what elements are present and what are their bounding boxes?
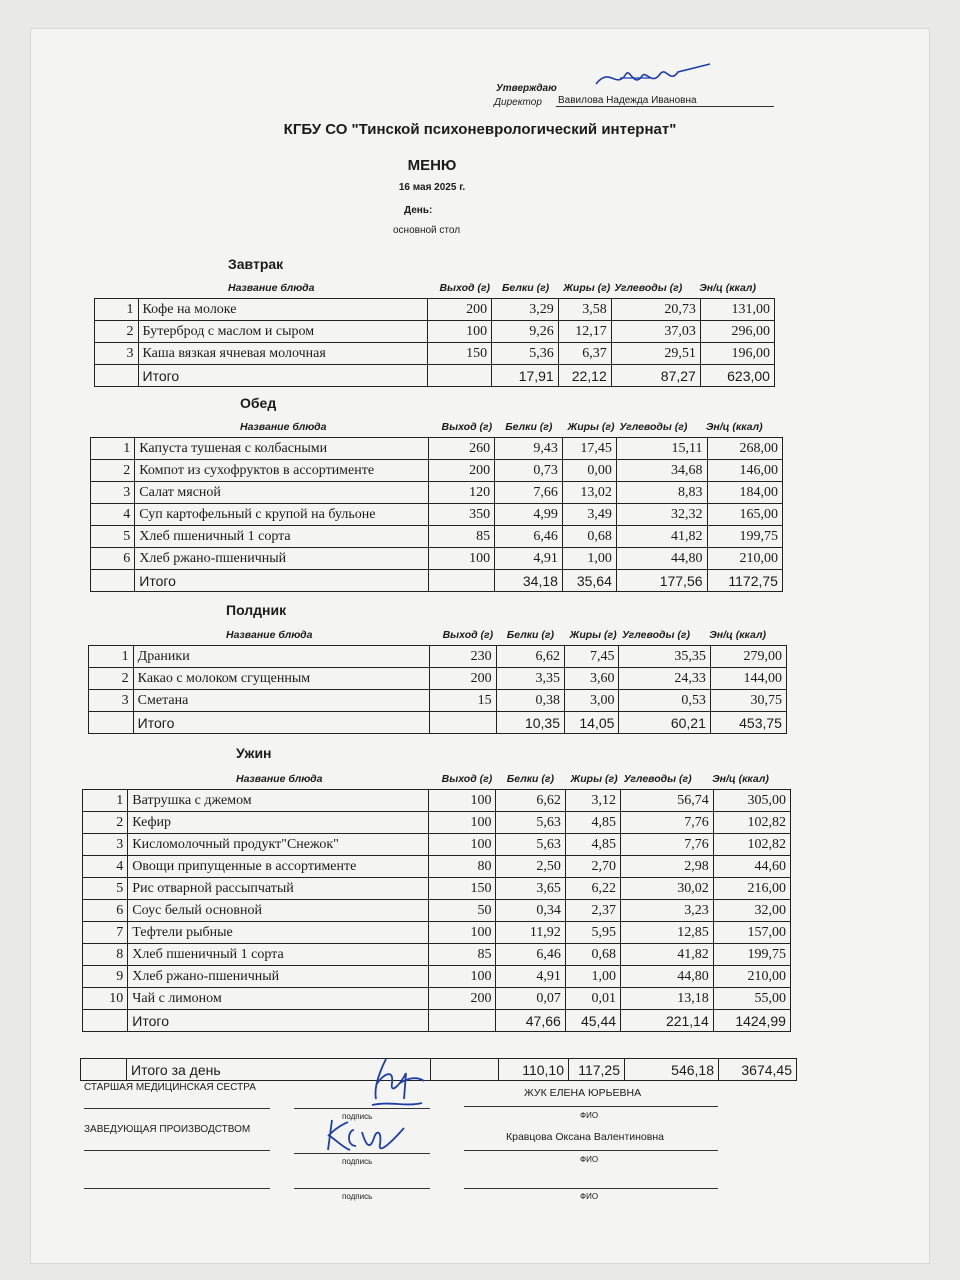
dinner-col-name-header: Название блюда bbox=[236, 773, 323, 785]
day-label: День: bbox=[404, 205, 433, 216]
dish-fat: 2,37 bbox=[565, 900, 620, 922]
dish-carbs: 35,35 bbox=[619, 646, 710, 668]
dish-energy: 165,00 bbox=[707, 504, 782, 526]
snack-col-carbs-header: Углеводы (г) bbox=[621, 629, 690, 641]
dish-energy: 102,82 bbox=[713, 812, 790, 834]
day-total-blank bbox=[81, 1059, 127, 1081]
nurse-name-line bbox=[464, 1106, 718, 1107]
day-total-fat: 117,25 bbox=[569, 1059, 625, 1081]
dish-energy: 144,00 bbox=[710, 668, 786, 690]
breakfast-col-fat-header: Жиры (г) bbox=[563, 282, 611, 294]
nurse-signature-caption: подпись bbox=[342, 1112, 373, 1121]
total-output bbox=[430, 712, 496, 734]
organization-title: КГБУ СО "Тинской психоневрологический интернат" bbox=[283, 121, 677, 138]
dish-carbs: 20,73 bbox=[611, 299, 700, 321]
extra-fio-caption: ФИО bbox=[580, 1192, 599, 1201]
production-name-line bbox=[464, 1150, 718, 1151]
snack-total-row bbox=[89, 712, 787, 734]
dinner-col-carbs-header: Углеводы (г) bbox=[623, 773, 692, 785]
dish-protein: 6,46 bbox=[495, 526, 563, 548]
dish-fat: 3,00 bbox=[565, 690, 619, 712]
row-number: 8 bbox=[83, 944, 128, 966]
dish-fat: 5,95 bbox=[565, 922, 620, 944]
dish-fat: 0,68 bbox=[562, 526, 616, 548]
dish-name: Драники bbox=[133, 646, 430, 668]
total-energy: 623,00 bbox=[700, 365, 774, 387]
table-row bbox=[83, 812, 791, 834]
dinner-total-row bbox=[83, 1010, 791, 1032]
dish-protein: 0,73 bbox=[495, 460, 563, 482]
table-row bbox=[95, 343, 775, 365]
lunch-total-row bbox=[91, 570, 783, 592]
dish-carbs: 37,03 bbox=[611, 321, 700, 343]
table-row bbox=[91, 548, 783, 570]
table-row bbox=[89, 668, 787, 690]
dish-protein: 4,91 bbox=[496, 966, 565, 988]
dish-carbs: 8,83 bbox=[616, 482, 707, 504]
day-total-table bbox=[80, 1058, 797, 1081]
table-row bbox=[83, 966, 791, 988]
dish-energy: 216,00 bbox=[713, 878, 790, 900]
dish-protein: 5,63 bbox=[496, 812, 565, 834]
total-label: Итого bbox=[135, 570, 429, 592]
dish-name: Кофе на молоке bbox=[138, 299, 427, 321]
dish-output: 100 bbox=[429, 966, 496, 988]
dish-output: 150 bbox=[429, 878, 496, 900]
dish-fat: 0,01 bbox=[565, 988, 620, 1010]
row-number: 3 bbox=[83, 834, 128, 856]
row-number: 9 bbox=[83, 966, 128, 988]
row-number: 2 bbox=[91, 460, 135, 482]
table-row bbox=[91, 438, 783, 460]
dish-name: Рис отварной рассыпчатый bbox=[128, 878, 429, 900]
dish-carbs: 34,68 bbox=[616, 460, 707, 482]
day-total-energy: 3674,45 bbox=[719, 1059, 797, 1081]
dish-energy: 199,75 bbox=[713, 944, 790, 966]
dish-output: 100 bbox=[429, 812, 496, 834]
dish-energy: 146,00 bbox=[707, 460, 782, 482]
table-row bbox=[83, 988, 791, 1010]
dish-output: 100 bbox=[429, 922, 496, 944]
production-fio-caption: ФИО bbox=[580, 1155, 599, 1164]
row-number: 10 bbox=[83, 988, 128, 1010]
table-row bbox=[95, 299, 775, 321]
dish-carbs: 29,51 bbox=[611, 343, 700, 365]
dish-output: 85 bbox=[429, 944, 496, 966]
dish-protein: 9,43 bbox=[495, 438, 563, 460]
dish-fat: 1,00 bbox=[565, 966, 620, 988]
dish-energy: 268,00 bbox=[707, 438, 782, 460]
dish-carbs: 2,98 bbox=[621, 856, 714, 878]
dish-name: Кефир bbox=[128, 812, 429, 834]
breakfast-col-output-header: Выход (г) bbox=[439, 282, 490, 294]
dish-output: 100 bbox=[429, 790, 496, 812]
dinner-col-fat-header: Жиры (г) bbox=[570, 773, 618, 785]
dish-protein: 6,62 bbox=[496, 790, 565, 812]
lunch-col-energy-header: Эн/ц (ккал) bbox=[705, 421, 763, 433]
lunch-col-output-header: Выход (г) bbox=[441, 421, 493, 433]
dish-name: Кисломолочный продукт"Снежок" bbox=[128, 834, 429, 856]
dish-output: 200 bbox=[427, 299, 492, 321]
dish-protein: 0,34 bbox=[496, 900, 565, 922]
dish-carbs: 7,76 bbox=[621, 812, 714, 834]
document-title: МЕНЮ bbox=[407, 157, 457, 174]
row-number: 3 bbox=[95, 343, 139, 365]
table-row bbox=[83, 922, 791, 944]
total-output bbox=[429, 1010, 496, 1032]
total-blank bbox=[83, 1010, 128, 1032]
table-row bbox=[83, 856, 791, 878]
table-row bbox=[83, 878, 791, 900]
total-carbs: 60,21 bbox=[619, 712, 710, 734]
dish-energy: 157,00 bbox=[713, 922, 790, 944]
dish-energy: 279,00 bbox=[710, 646, 786, 668]
snack-table bbox=[88, 645, 787, 734]
dish-carbs: 24,33 bbox=[619, 668, 710, 690]
dish-name: Ватрушка с джемом bbox=[128, 790, 429, 812]
total-blank bbox=[89, 712, 134, 734]
row-number: 2 bbox=[95, 321, 139, 343]
dish-carbs: 13,18 bbox=[621, 988, 714, 1010]
dish-fat: 0,68 bbox=[565, 944, 620, 966]
dish-protein: 9,26 bbox=[492, 321, 559, 343]
day-total-row bbox=[81, 1059, 797, 1081]
dish-energy: 44,60 bbox=[713, 856, 790, 878]
row-number: 6 bbox=[83, 900, 128, 922]
dish-carbs: 32,32 bbox=[616, 504, 707, 526]
lunch-col-carbs-header: Углеводы (г) bbox=[619, 421, 688, 433]
director-signature bbox=[590, 60, 720, 96]
snack-col-fat-header: Жиры (г) bbox=[569, 629, 617, 641]
dish-protein: 11,92 bbox=[496, 922, 565, 944]
row-number: 1 bbox=[95, 299, 139, 321]
dish-protein: 4,91 bbox=[495, 548, 563, 570]
total-output bbox=[427, 365, 492, 387]
dish-fat: 1,00 bbox=[562, 548, 616, 570]
dish-output: 230 bbox=[430, 646, 496, 668]
total-carbs: 87,27 bbox=[611, 365, 700, 387]
dish-energy: 184,00 bbox=[707, 482, 782, 504]
total-protein: 17,91 bbox=[492, 365, 559, 387]
dinner-col-output-header: Выход (г) bbox=[441, 773, 493, 785]
dish-protein: 5,36 bbox=[492, 343, 559, 365]
total-carbs: 221,14 bbox=[621, 1010, 714, 1032]
total-fat: 35,64 bbox=[562, 570, 616, 592]
dish-carbs: 44,80 bbox=[621, 966, 714, 988]
total-protein: 10,35 bbox=[496, 712, 564, 734]
row-number: 5 bbox=[83, 878, 128, 900]
table-row bbox=[89, 646, 787, 668]
dinner-title: Ужин bbox=[236, 745, 272, 761]
dish-fat: 6,37 bbox=[558, 343, 611, 365]
table-row bbox=[91, 526, 783, 548]
dish-energy: 210,00 bbox=[707, 548, 782, 570]
row-number: 1 bbox=[91, 438, 135, 460]
row-number: 5 bbox=[91, 526, 135, 548]
total-protein: 47,66 bbox=[496, 1010, 565, 1032]
dish-carbs: 41,82 bbox=[621, 944, 714, 966]
dish-name: Овощи припущенные в ассортименте bbox=[128, 856, 429, 878]
table-row bbox=[83, 790, 791, 812]
row-number: 1 bbox=[89, 646, 134, 668]
lunch-col-protein-header: Белки (г) bbox=[505, 421, 553, 433]
dish-name: Каша вязкая ячневая молочная bbox=[138, 343, 427, 365]
dish-fat: 17,45 bbox=[562, 438, 616, 460]
breakfast-title: Завтрак bbox=[228, 256, 284, 272]
dish-output: 100 bbox=[429, 834, 496, 856]
dish-protein: 3,29 bbox=[492, 299, 559, 321]
dish-energy: 199,75 bbox=[707, 526, 782, 548]
dish-carbs: 30,02 bbox=[621, 878, 714, 900]
dish-output: 50 bbox=[429, 900, 496, 922]
dish-fat: 3,12 bbox=[565, 790, 620, 812]
breakfast-col-energy-header: Эн/ц (ккал) bbox=[699, 282, 756, 294]
lunch-table bbox=[90, 437, 783, 592]
production-handwritten-signature bbox=[322, 1116, 412, 1156]
dish-protein: 0,38 bbox=[496, 690, 564, 712]
dish-protein: 4,99 bbox=[495, 504, 563, 526]
nurse-fio-caption: ФИО bbox=[580, 1111, 599, 1120]
breakfast-col-protein-header: Белки (г) bbox=[502, 282, 550, 294]
total-blank bbox=[91, 570, 135, 592]
row-number: 2 bbox=[89, 668, 134, 690]
dish-carbs: 3,23 bbox=[621, 900, 714, 922]
lunch-title: Обед bbox=[240, 395, 277, 411]
dish-energy: 30,75 bbox=[710, 690, 786, 712]
nurse-position-label: СТАРШАЯ МЕДИЦИНСКАЯ СЕСТРА bbox=[84, 1082, 256, 1093]
dish-output: 120 bbox=[429, 482, 495, 504]
total-label: Итого bbox=[138, 365, 427, 387]
dish-name: Хлеб ржано-пшеничный bbox=[128, 966, 429, 988]
table-row bbox=[91, 482, 783, 504]
total-carbs: 177,56 bbox=[616, 570, 707, 592]
dish-output: 100 bbox=[427, 321, 492, 343]
production-signature-caption: подпись bbox=[342, 1157, 373, 1166]
dish-name: Соус белый основной bbox=[128, 900, 429, 922]
dish-output: 200 bbox=[429, 988, 496, 1010]
row-number: 1 bbox=[83, 790, 128, 812]
breakfast-col-carbs-header: Углеводы (г) bbox=[614, 282, 683, 294]
total-label: Итого bbox=[133, 712, 430, 734]
dish-protein: 3,65 bbox=[496, 878, 565, 900]
dish-energy: 131,00 bbox=[700, 299, 774, 321]
snack-col-protein-header: Белки (г) bbox=[506, 629, 554, 641]
extra-name-line bbox=[464, 1188, 718, 1189]
dish-fat: 12,17 bbox=[558, 321, 611, 343]
row-number: 3 bbox=[91, 482, 135, 504]
table-type: основной стол bbox=[393, 225, 461, 236]
total-fat: 45,44 bbox=[565, 1010, 620, 1032]
snack-col-output-header: Выход (г) bbox=[442, 629, 494, 641]
dish-output: 350 bbox=[429, 504, 495, 526]
row-number: 4 bbox=[83, 856, 128, 878]
dish-fat: 2,70 bbox=[565, 856, 620, 878]
dish-carbs: 15,11 bbox=[616, 438, 707, 460]
dish-carbs: 41,82 bbox=[616, 526, 707, 548]
dish-name: Чай с лимоном bbox=[128, 988, 429, 1010]
dish-output: 200 bbox=[430, 668, 496, 690]
row-number: 2 bbox=[83, 812, 128, 834]
dish-protein: 6,46 bbox=[496, 944, 565, 966]
total-protein: 34,18 bbox=[495, 570, 563, 592]
nurse-name: ЖУК ЕЛЕНА ЮРЬЕВНА bbox=[524, 1087, 642, 1099]
row-number: 3 bbox=[89, 690, 134, 712]
dish-name: Капуста тушеная с колбасными bbox=[135, 438, 429, 460]
production-name: Кравцова Оксана Валентиновна bbox=[506, 1131, 664, 1143]
extra-signature-caption: подпись bbox=[342, 1192, 373, 1201]
row-number: 4 bbox=[91, 504, 135, 526]
dish-fat: 13,02 bbox=[562, 482, 616, 504]
dish-fat: 3,49 bbox=[562, 504, 616, 526]
dinner-col-energy-header: Эн/ц (ккал) bbox=[712, 773, 769, 785]
dish-carbs: 0,53 bbox=[619, 690, 710, 712]
dish-name: Хлеб пшеничный 1 сорта bbox=[135, 526, 429, 548]
dish-energy: 210,00 bbox=[713, 966, 790, 988]
dish-fat: 7,45 bbox=[565, 646, 619, 668]
dish-protein: 0,07 bbox=[496, 988, 565, 1010]
dish-name: Хлеб ржано-пшеничный bbox=[135, 548, 429, 570]
total-energy: 1172,75 bbox=[707, 570, 782, 592]
total-energy: 453,75 bbox=[710, 712, 786, 734]
dish-output: 15 bbox=[430, 690, 496, 712]
dish-energy: 296,00 bbox=[700, 321, 774, 343]
dinner-col-protein-header: Белки (г) bbox=[506, 773, 554, 785]
extra-signature-line bbox=[294, 1188, 430, 1189]
dish-output: 85 bbox=[429, 526, 495, 548]
table-row bbox=[95, 321, 775, 343]
table-row bbox=[83, 834, 791, 856]
dish-name: Бутерброд с маслом и сыром bbox=[138, 321, 427, 343]
dish-output: 260 bbox=[429, 438, 495, 460]
day-total-protein: 110,10 bbox=[499, 1059, 569, 1081]
table-row bbox=[83, 900, 791, 922]
nurse-handwritten-signature bbox=[360, 1055, 430, 1115]
snack-title: Полдник bbox=[226, 602, 287, 618]
dish-fat: 3,60 bbox=[565, 668, 619, 690]
production-position-label: ЗАВЕДУЮЩАЯ ПРОИЗВОДСТВОМ bbox=[84, 1124, 251, 1135]
snack-col-energy-header: Эн/ц (ккал) bbox=[709, 629, 766, 641]
total-label: Итого bbox=[128, 1010, 429, 1032]
dish-protein: 5,63 bbox=[496, 834, 565, 856]
production-position-line bbox=[84, 1150, 270, 1151]
breakfast-total-row bbox=[95, 365, 775, 387]
dish-energy: 196,00 bbox=[700, 343, 774, 365]
dish-carbs: 44,80 bbox=[616, 548, 707, 570]
day-total-label: Итого за день bbox=[127, 1059, 431, 1081]
nurse-position-line bbox=[84, 1108, 270, 1109]
dish-carbs: 12,85 bbox=[621, 922, 714, 944]
total-energy: 1424,99 bbox=[713, 1010, 790, 1032]
dish-protein: 3,35 bbox=[496, 668, 564, 690]
dish-output: 80 bbox=[429, 856, 496, 878]
dish-output: 150 bbox=[427, 343, 492, 365]
dish-fat: 0,00 bbox=[562, 460, 616, 482]
dish-protein: 7,66 bbox=[495, 482, 563, 504]
dish-fat: 4,85 bbox=[565, 834, 620, 856]
total-output bbox=[429, 570, 495, 592]
dish-name: Сметана bbox=[133, 690, 430, 712]
dish-fat: 4,85 bbox=[565, 812, 620, 834]
dish-carbs: 56,74 bbox=[621, 790, 714, 812]
dish-energy: 32,00 bbox=[713, 900, 790, 922]
director-label: Директор bbox=[494, 97, 542, 108]
dish-name: Хлеб пшеничный 1 сорта bbox=[128, 944, 429, 966]
dish-name: Компот из сухофруктов в ассортименте bbox=[135, 460, 429, 482]
dish-fat: 3,58 bbox=[558, 299, 611, 321]
table-row bbox=[91, 460, 783, 482]
row-number: 7 bbox=[83, 922, 128, 944]
dish-protein: 6,62 bbox=[496, 646, 564, 668]
total-blank bbox=[95, 365, 139, 387]
dish-output: 100 bbox=[429, 548, 495, 570]
dish-output: 200 bbox=[429, 460, 495, 482]
menu-date: 16 мая 2025 г. bbox=[398, 182, 466, 193]
dinner-table bbox=[82, 789, 791, 1032]
day-total-carbs: 546,18 bbox=[625, 1059, 719, 1081]
approve-label: Утверждаю bbox=[496, 83, 557, 94]
director-name: Вавилова Надежда Ивановна bbox=[556, 95, 774, 107]
dish-fat: 6,22 bbox=[565, 878, 620, 900]
dish-name: Салат мясной bbox=[135, 482, 429, 504]
total-fat: 22,12 bbox=[558, 365, 611, 387]
snack-col-name-header: Название блюда bbox=[226, 629, 313, 641]
dish-protein: 2,50 bbox=[496, 856, 565, 878]
dish-energy: 102,82 bbox=[713, 834, 790, 856]
dish-carbs: 7,76 bbox=[621, 834, 714, 856]
dish-energy: 305,00 bbox=[713, 790, 790, 812]
dish-energy: 55,00 bbox=[713, 988, 790, 1010]
breakfast-table bbox=[94, 298, 775, 387]
lunch-col-fat-header: Жиры (г) bbox=[567, 421, 615, 433]
dish-name: Какао с молоком сгущенным bbox=[133, 668, 430, 690]
breakfast-col-name-header: Название блюда bbox=[228, 282, 315, 294]
lunch-col-name-header: Название блюда bbox=[240, 421, 327, 433]
total-fat: 14,05 bbox=[565, 712, 619, 734]
extra-position-line bbox=[84, 1188, 270, 1189]
dish-name: Суп картофельный с крупой на бульоне bbox=[135, 504, 429, 526]
table-row bbox=[91, 504, 783, 526]
table-row bbox=[83, 944, 791, 966]
table-row bbox=[89, 690, 787, 712]
row-number: 6 bbox=[91, 548, 135, 570]
day-total-output bbox=[431, 1059, 499, 1081]
dish-name: Тефтели рыбные bbox=[128, 922, 429, 944]
